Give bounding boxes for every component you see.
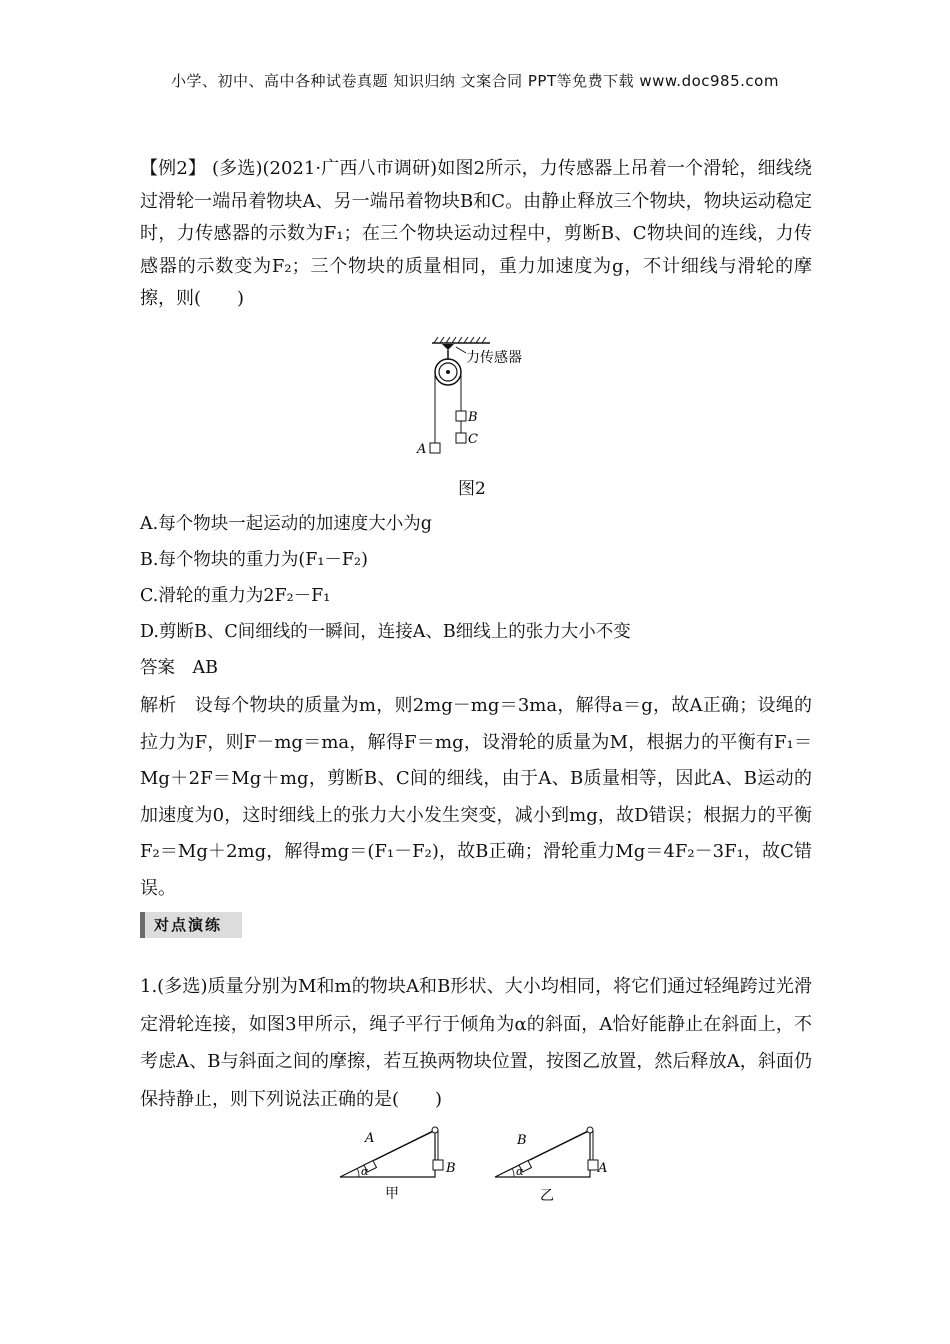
hanging-block-label: B bbox=[446, 1161, 456, 1176]
problem-1-text: 1.(多选)质量分别为M和m的物块A和B形状、大小均相同，将它们通过轻绳跨过光滑定滑轮连接，如图3甲所示，绳子平行于倾角为α的斜面，A恰好能静止在斜面上，不考虑A、B与斜面之间的摩擦，若互换两物块位置，按图乙放置，然后释放A，斜面仍保持静止，则下列说法正确的是( ) bbox=[140, 976, 812, 1110]
angle-label: α bbox=[361, 1165, 369, 1178]
figure-3-right-incline bbox=[490, 1122, 620, 1206]
block-c bbox=[456, 433, 466, 443]
block-b bbox=[456, 411, 466, 421]
slope-block-label: A bbox=[365, 1131, 375, 1146]
option-d: D.剪断B、C间细线的一瞬间，连接A、B细线上的张力大小不变 bbox=[140, 622, 631, 642]
figure-2-pulley-diagram bbox=[410, 335, 540, 465]
example-2-text: 【例2】 (多选)(2021·广西八市调研)如图2所示，力传感器上吊着一个滑轮，细线绕过滑轮一端吊着物块A、另一端吊着物块B和C。由静止释放三个物块，物块运动稳定时，力传感器的示数为F₁；在三个物块运动过程中，剪断B、C物块间的连线，力传感器的示数变为F₂；三个物块的质量相同，重力加速度为g，不计细线与滑轮的摩擦，则( ) bbox=[140, 158, 812, 309]
hanging-block-label: A bbox=[598, 1161, 608, 1176]
answer-line: 答案 AB bbox=[140, 658, 218, 678]
hanging-block bbox=[433, 1160, 443, 1170]
block-a bbox=[430, 443, 440, 453]
pulley-icon bbox=[432, 1127, 438, 1133]
force-sensor-label: 力传感器 bbox=[466, 350, 522, 366]
option-c: C.滑轮的重力为2F₂－F₁ bbox=[140, 586, 331, 606]
block-c-label: C bbox=[468, 432, 478, 447]
angle-label: α bbox=[516, 1165, 524, 1178]
pulley-icon bbox=[587, 1127, 593, 1133]
figure-2-caption: 图2 bbox=[458, 479, 486, 499]
page-header-banner: 小学、初中、高中各种试卷真题 知识归纳 文案合同 PPT等免费下载 www.doc985.com bbox=[171, 72, 779, 90]
figure-3-left-caption: 甲 bbox=[385, 1186, 399, 1202]
block-a-label: A bbox=[417, 442, 427, 457]
option-a: A.每个物块一起运动的加速度大小为g bbox=[140, 514, 432, 534]
option-b: B.每个物块的重力为(F₁－F₂) bbox=[140, 550, 368, 570]
hanging-block bbox=[588, 1160, 598, 1170]
figure-3-right-caption: 乙 bbox=[540, 1188, 554, 1204]
figure-3-left-incline bbox=[335, 1122, 465, 1206]
slope-block-label: B bbox=[517, 1133, 527, 1148]
block-b-label: B bbox=[468, 410, 478, 425]
analysis-text: 解析 设每个物块的质量为m，则2mg－mg＝3ma，解得a＝g，故A正确；设绳的拉力为F，则F－mg＝ma，解得F＝mg，设滑轮的质量为M，根据力的平衡有F₁＝Mg＋2F＝Mg＋mg，剪断B、C间的细线，由于A、B质量相等，因此A、B运动的加速度为0，这时细线上的张力大小发生突变，减小到mg，故D错误；根据力的平衡F₂＝Mg＋2mg，解得mg＝(F₁－F₂)，故B正确；滑轮重力Mg＝4F₂－3F₁，故C错误。 bbox=[140, 695, 812, 899]
force-sensor-icon bbox=[442, 344, 454, 350]
section-tag-practice: 对点演练 bbox=[140, 912, 242, 938]
